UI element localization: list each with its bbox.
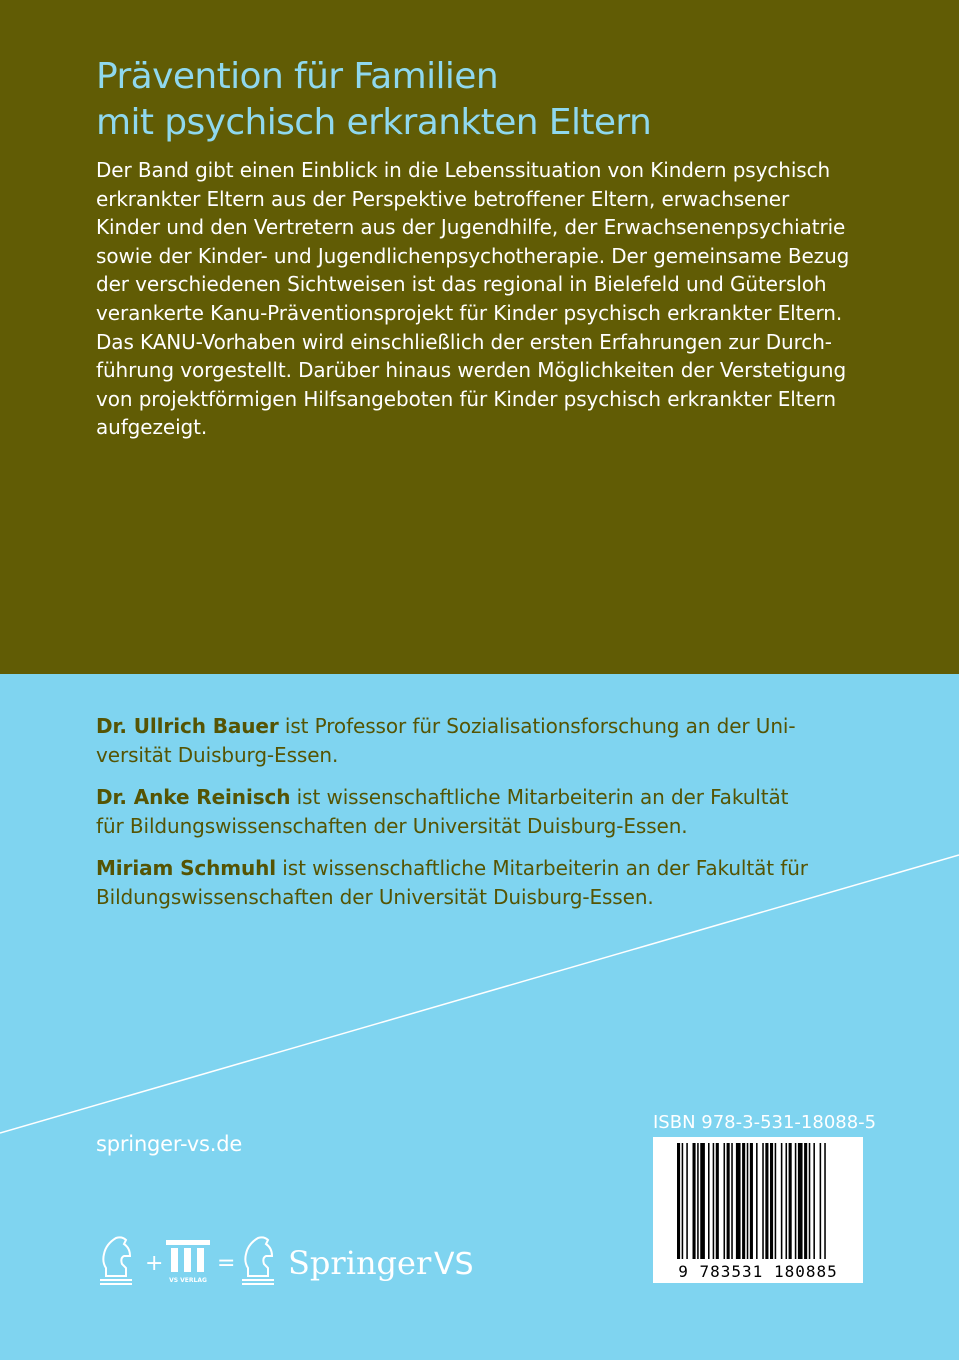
barcode-bar: [736, 1143, 741, 1259]
publisher-website[interactable]: springer-vs.de: [96, 1132, 243, 1156]
blurb-line: Kinder und den Vertretern aus der Jugendhilfe, der Erwachsenenpsychiatrie: [96, 215, 846, 240]
blurb-line: führung vorgestellt. Darüber hinaus werden Möglichkeiten der Verstetigung: [96, 358, 847, 383]
barcode-bar: [716, 1143, 719, 1259]
barcode-bar: [750, 1143, 753, 1259]
barcode-bar: [775, 1143, 777, 1259]
barcode-bar: [789, 1143, 792, 1259]
author-name: Miriam Schmuhl: [96, 856, 277, 880]
title-line: Prävention für Familien: [96, 56, 499, 97]
barcode-bar: [770, 1143, 773, 1259]
barcode-bars: [677, 1143, 826, 1259]
barcode-bar: [804, 1143, 807, 1259]
barcode-bar: [809, 1143, 811, 1259]
barcode-bar: [813, 1143, 815, 1259]
barcode-digits: 9 783531 180885: [678, 1262, 838, 1281]
barcode-bar: [747, 1143, 749, 1259]
author-bio-text: versität Duisburg-Essen.: [96, 743, 339, 767]
author-bio-text: ist wissenschaftliche Mitarbeiterin an der Fakultät: [290, 785, 789, 809]
blurb-line: von projektförmigen Hilfsangeboten für Kinder psychisch erkrankter Eltern: [96, 386, 836, 411]
barcode-bar: [693, 1143, 696, 1259]
barcode-bar: [700, 1143, 705, 1259]
barcode-bar: [762, 1143, 764, 1259]
barcode-bar: [724, 1143, 726, 1259]
blurb-line: verankerte Kanu-Präventionsprojekt für Kinder psychisch erkrankter Eltern.: [96, 300, 843, 325]
barcode-bar: [713, 1143, 715, 1259]
isbn-label: ISBN 978-3-531-18088-5: [653, 1112, 877, 1133]
barcode-bar: [798, 1143, 803, 1259]
barcode-bar: [686, 1143, 688, 1259]
barcode-bar: [781, 1143, 783, 1259]
barcode-bar: [731, 1143, 733, 1259]
blurb-line: der verschiedenen Sichtweisen ist das regional in Bielefeld und Gütersloh: [96, 272, 827, 297]
barcode-bar: [677, 1143, 680, 1259]
barcode-bar: [697, 1143, 699, 1259]
logo-plus-sign: +: [145, 1251, 164, 1276]
author-bio-text: für Bildungswissenschaften der Universität Duisburg-Essen.: [96, 814, 688, 838]
springer-brand: Springer: [288, 1244, 432, 1282]
barcode-bar: [820, 1143, 822, 1259]
barcode-bar: [795, 1143, 797, 1259]
barcode-bar: [727, 1143, 730, 1259]
blurb-line: Das KANU-Vorhaben wird einschließlich der ersten Erfahrungen zur Durch-: [96, 329, 832, 354]
author-name: Dr. Ullrich Bauer: [96, 714, 279, 738]
author-name: Dr. Anke Reinisch: [96, 785, 291, 809]
blurb-line: erkrankter Eltern aus der Perspektive betroffener Eltern, erwachsener: [96, 186, 790, 211]
blurb-line: sowie der Kinder- und Jugendlichenpsychotherapie. Der gemeinsame Bezug: [96, 243, 850, 268]
barcode-bar: [708, 1143, 710, 1259]
logo-equals-sign: =: [217, 1251, 236, 1276]
publisher-logos: [96, 1228, 476, 1288]
springer-knight-icon: [100, 1237, 132, 1284]
barcode-bar: [756, 1143, 758, 1259]
vs-verlag-caption: VS VERLAG: [169, 1277, 207, 1284]
barcode-bar: [765, 1143, 768, 1259]
barcode-bar: [786, 1143, 788, 1259]
springer-brand-suffix: VS: [434, 1247, 474, 1282]
author-bio-text: Bildungswissenschaften der Universität Duisburg-Essen.: [96, 885, 654, 909]
blurb-line: aufgezeigt.: [96, 415, 208, 440]
barcode-bar: [742, 1143, 745, 1259]
blurb-line: Der Band gibt einen Einblick in die Lebenssituation von Kindern psychisch: [96, 158, 831, 182]
title-line: mit psychisch erkrankten Eltern: [96, 102, 652, 143]
isbn-barcode: [653, 1137, 863, 1283]
barcode-bar: [682, 1143, 684, 1259]
barcode-bar: [824, 1143, 826, 1259]
author-bio-text: ist Professor für Sozialisationsforschung an der Uni-: [278, 714, 796, 738]
springer-knight-icon: [242, 1237, 274, 1284]
author-bio-text: ist wissenschaftliche Mitarbeiterin an der Fakultät für: [276, 856, 808, 880]
vs-verlag-icon: [166, 1240, 210, 1284]
